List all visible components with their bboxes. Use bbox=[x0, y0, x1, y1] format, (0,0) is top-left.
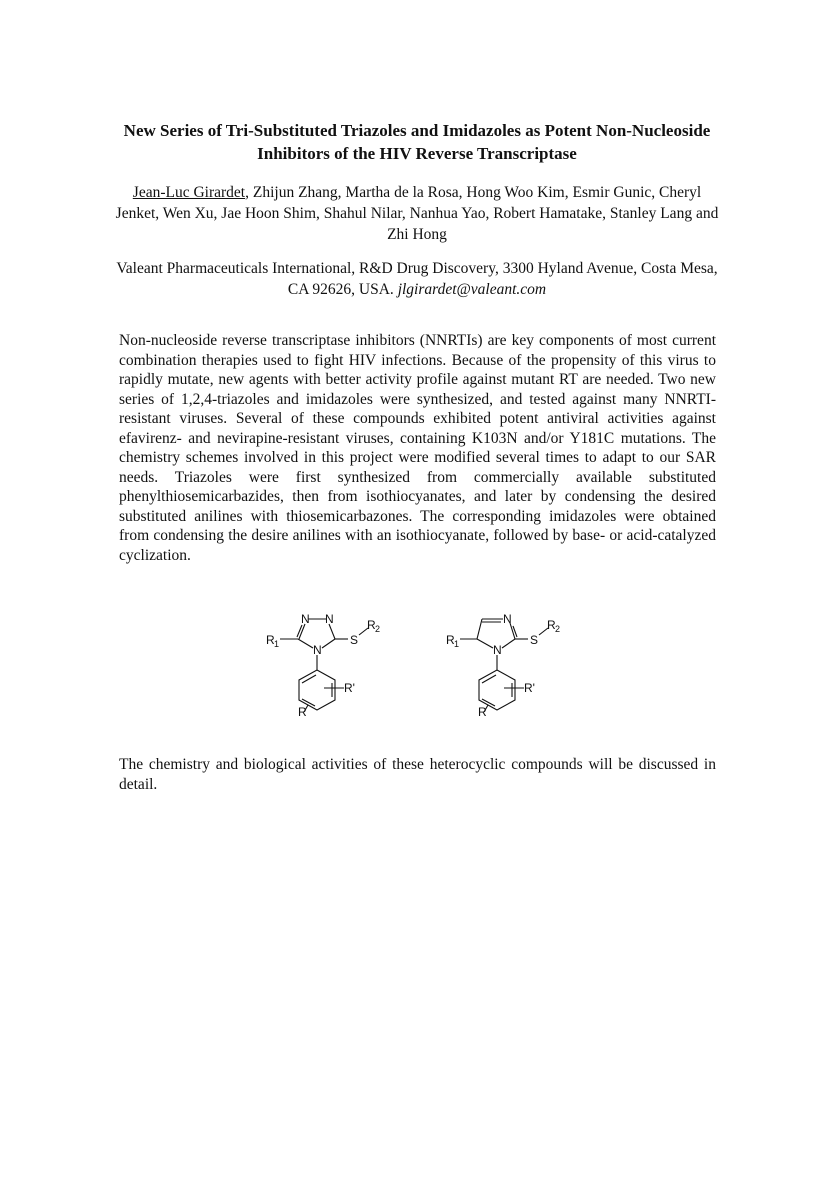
co-authors: , Zhijun Zhang, Martha de la Rosa, Hong Woo Kim, Esmir Gunic, Cheryl Jenket, Wen Xu, Jae Hoon Shim, Shahul Nilar, Nanhua Yao, Robert Hamatake, Stanley Lang and Zhi Hong bbox=[115, 184, 719, 243]
imidazole-structure bbox=[446, 612, 560, 719]
triazole-s: S bbox=[350, 633, 359, 647]
triazole-n-ring: N bbox=[313, 643, 322, 657]
triazole-r-prime: R' bbox=[344, 681, 355, 695]
triazole-r: R bbox=[298, 705, 307, 719]
imidazole-n-top: N bbox=[503, 612, 512, 626]
imidazole-r2: R bbox=[547, 618, 556, 632]
triazole-r1-sub: 1 bbox=[274, 639, 280, 649]
author-list bbox=[110, 182, 724, 245]
triazole-r2-sub: 2 bbox=[375, 624, 381, 634]
imidazole-r1-sub: 1 bbox=[454, 639, 460, 649]
triazole-n-top-right: N bbox=[325, 612, 334, 626]
presenting-author: Jean-Luc Girardet bbox=[132, 184, 246, 201]
imidazole-s: S bbox=[530, 633, 539, 647]
imidazole-r-prime: R' bbox=[524, 681, 535, 695]
chemical-structures-figure bbox=[260, 598, 580, 728]
abstract-paragraph: Non-nucleoside reverse transcriptase inhibitors (NNRTIs) are key components of most current combination therapies used to fight HIV infections. Because of the propensity of this virus to rapidly mutate, new agents with better activity profile against mutant RT are needed. Two new series of 1,2,4-triazoles and imidazoles were synthesized, and tested against many NNRTI-resistant viruses. Several of these compounds exhibited potent antiviral activities against efavirenz- and nevirapine-resistant viruses, containing K103N and/or Y181C mutations. The chemistry schemes involved in this project were modified several times to adapt to our SAR needs. Triazoles were first synthesized from commercially available substituted phenylthiosemicarbazides, then from isothiocyanates, and later by condensing the desired substituted anilines with thiosemicarbazones. The corresponding imidazoles were obtained from condensing the desire anilines with an isothiocyanate, followed by base- or acid-catalyzed cyclization. bbox=[119, 332, 716, 564]
affiliation-text: Valeant Pharmaceuticals International, R&D Drug Discovery, 3300 Hyland Avenue, Costa Mesa, CA 92626, USA. bbox=[116, 260, 718, 298]
contact-email: jlgirardet@valeant.com bbox=[397, 281, 547, 298]
imidazole-n-ring: N bbox=[493, 643, 502, 657]
affiliation bbox=[110, 258, 724, 300]
triazole-structure bbox=[266, 612, 380, 719]
triazole-r2: R bbox=[367, 618, 376, 632]
triazole-n-top-left: N bbox=[301, 612, 310, 626]
imidazole-r: R bbox=[478, 705, 487, 719]
triazole-r1: R bbox=[266, 633, 275, 647]
imidazole-r1: R bbox=[446, 633, 455, 647]
imidazole-r2-sub: 2 bbox=[555, 624, 561, 634]
closing-paragraph: The chemistry and biological activities of these heterocyclic compounds will be discussed in detail. bbox=[119, 756, 716, 793]
paper-title: New Series of Tri-Substituted Triazoles and Imidazoles as Potent Non-Nucleoside Inhibitors of the HIV Reverse Transcriptase bbox=[123, 121, 711, 163]
